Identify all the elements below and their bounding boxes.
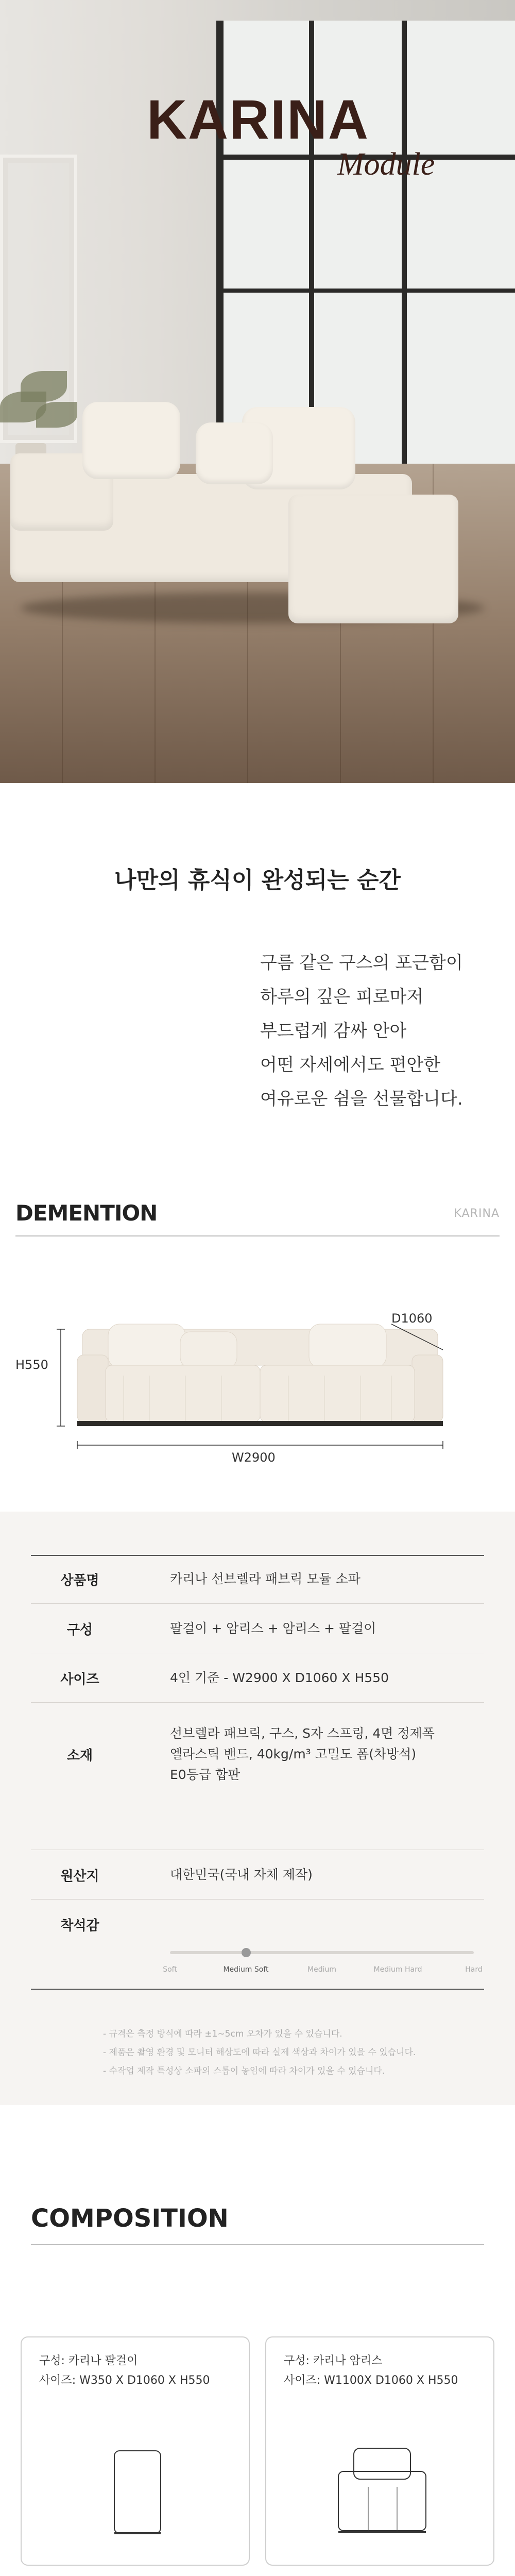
spec-section [0, 1512, 515, 2105]
plant-icon [36, 402, 77, 428]
spec-value-line: E0등급 합판 [170, 1767, 241, 1782]
dimension-sofa-drawing [0, 1319, 515, 1515]
brand-title: KARINA [147, 88, 369, 150]
dimension-heading: DEMENTION [15, 1200, 158, 1226]
note-line: - 제품은 촬영 환경 및 모니터 해상도에 따라 실제 색상과 차이가 있을 수 있습니다. [103, 2043, 494, 2062]
intro-line: 부드럽게 감싸 안아 [260, 1021, 407, 1041]
brand-subtitle: Module [337, 147, 435, 182]
spec-row [31, 1911, 484, 1937]
composition-card [265, 2336, 494, 2566]
height-label: H550 [15, 1358, 48, 1372]
spec-row [31, 1862, 484, 1888]
spec-key: 착석감 [60, 1918, 99, 1934]
firmness-indicator [242, 1948, 251, 1957]
intro-line: 구름 같은 구스의 포근함이 [260, 953, 463, 973]
intro-line: 어떤 자세에서도 편안한 [260, 1055, 441, 1075]
width-label: W2900 [232, 1450, 276, 1465]
spec-value: 대한민국(국내 자체 제작) [170, 1867, 313, 1882]
divider [31, 1899, 484, 1900]
armless-icon [266, 2337, 495, 2567]
spec-value-line: 엘라스틱 밴드, 40kg/m³ 고밀도 폼(차방석) [170, 1747, 417, 1761]
spec-value: 카리나 선브렐라 패브릭 모듈 소파 [170, 1571, 360, 1586]
spec-key: 원산지 [60, 1868, 99, 1884]
note-line: - 규격은 측정 방식에 따라 ±1~5cm 오차가 있을 수 있습니다. [103, 2025, 494, 2043]
card-config: 구성: 카리나 암리스 [284, 2354, 383, 2367]
firmness-label: Medium [307, 1965, 336, 1974]
composition-heading: COMPOSITION [31, 2204, 229, 2233]
spec-notes [103, 2025, 494, 2080]
spec-value: 팔걸이 + 암리스 + 암리스 + 팔걸이 [170, 1621, 376, 1636]
intro-headline: 나만의 휴식이 완성되는 순간 [114, 867, 401, 893]
spec-row [31, 1566, 484, 1592]
spec-key: 상품명 [60, 1572, 99, 1588]
firmness-label: Soft [163, 1965, 177, 1974]
composition-card [21, 2336, 250, 2566]
spec-value: 4인 기준 - W2900 X D1060 X H550 [170, 1670, 389, 1685]
divider [31, 1989, 484, 1990]
hero-pillow [196, 422, 273, 484]
spec-key: 구성 [66, 1622, 93, 1638]
firmness-label: Medium Soft [223, 1965, 269, 1974]
window-mullion [402, 21, 407, 474]
armrest-icon [22, 2337, 251, 2567]
intro-line: 하루의 깊은 피로마저 [260, 987, 424, 1007]
spec-key: 사이즈 [60, 1671, 99, 1687]
spec-row [31, 1616, 484, 1641]
window-mullion [216, 289, 515, 293]
firmness-track [170, 1951, 474, 1954]
divider [31, 1555, 484, 1556]
divider [31, 2244, 484, 2245]
spec-row [31, 1716, 484, 1793]
spec-row [31, 1665, 484, 1691]
card-size: 사이즈: W350 X D1060 X H550 [39, 2374, 210, 2387]
divider [15, 1235, 500, 1236]
depth-label: D1060 [391, 1311, 433, 1326]
hero-image [0, 0, 515, 783]
intro-line: 여유로운 쉼을 선물합니다. [260, 1089, 463, 1109]
card-config: 구성: 카리나 팔걸이 [39, 2354, 138, 2367]
spec-value-line: 선브렐라 패브릭, 구스, S자 스프링, 4면 정제폭 [170, 1726, 435, 1741]
note-line: - 수작업 제작 특성상 소파의 스톱이 놓임에 따라 차이가 있을 수 있습니다. [103, 2062, 494, 2080]
intro-text [260, 946, 502, 1116]
firmness-label: Medium Hard [373, 1965, 422, 1974]
divider [31, 1702, 484, 1703]
dimension-brand: KARINA [454, 1207, 500, 1220]
divider [31, 1603, 484, 1604]
firmness-label: Hard [465, 1965, 483, 1974]
hero-pillow [82, 402, 180, 479]
card-size: 사이즈: W1100X D1060 X H550 [284, 2374, 458, 2387]
hero-sofa-chaise [288, 495, 458, 623]
spec-key: 소재 [66, 1748, 93, 1764]
spec-value [129, 1723, 484, 1785]
